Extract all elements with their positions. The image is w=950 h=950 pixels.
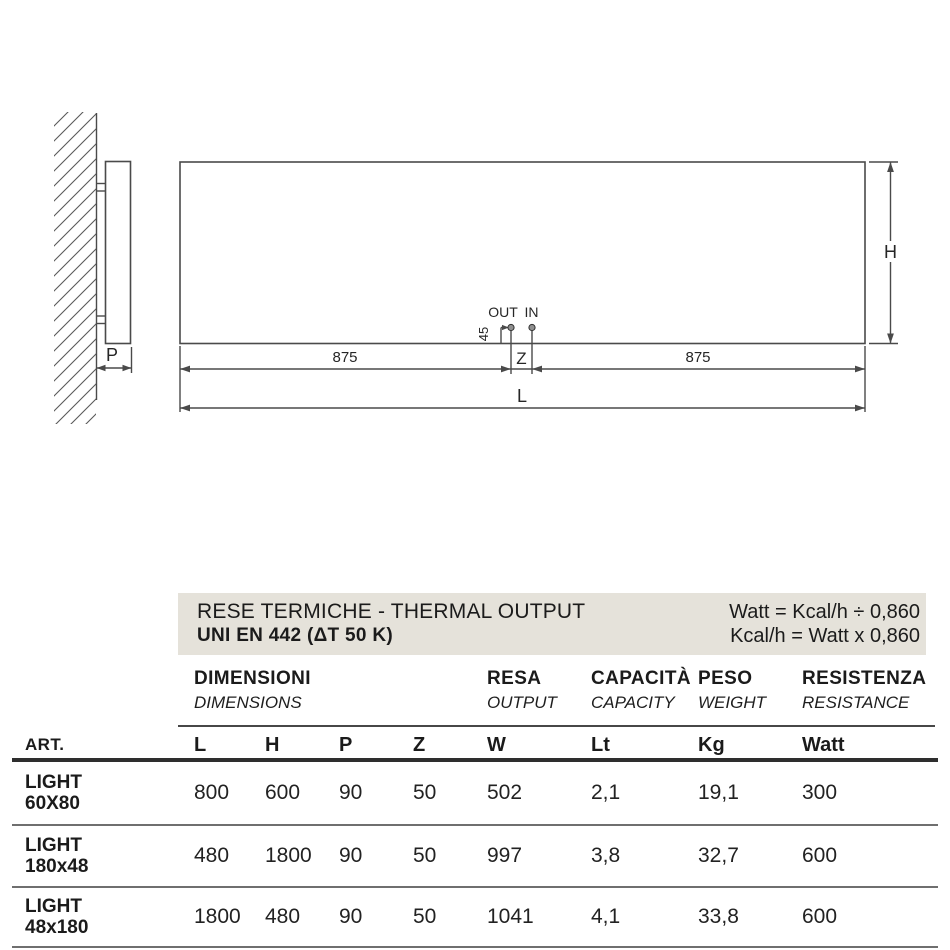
outlet-connection-point (508, 324, 514, 330)
group-capacity-en: CAPACITY (591, 693, 675, 712)
value-H: 1800 (265, 844, 312, 867)
band-title (197, 600, 585, 655)
group-weight-en: WEIGHT (698, 693, 766, 712)
model-name (25, 835, 194, 877)
length-dimension-label: L (516, 386, 528, 406)
group-weight-it: PESO (698, 668, 753, 689)
col-header-H: H (265, 733, 280, 756)
span-right-label: 875 (685, 349, 711, 366)
band-title-line1: RESE TERMICHE - THERMAL OUTPUT (197, 600, 586, 623)
value-W: 997 (487, 844, 523, 867)
group-dimensions-en: DIMENSIONS (194, 693, 302, 712)
value-Kg: 19,1 (698, 781, 739, 804)
col-header-Kg: Kg (698, 733, 725, 756)
col-header-Z: Z (413, 733, 426, 756)
value-W: 1041 (487, 905, 534, 928)
group-resistance-it: RESISTENZA (802, 668, 927, 689)
outlet-label: OUT (488, 304, 518, 320)
value-P: 90 (339, 781, 363, 804)
drawing-lines (97, 113, 899, 412)
model-name (25, 772, 194, 814)
offset-45-label: 45 (476, 326, 491, 342)
unit-header-row (25, 731, 938, 759)
value-P: 90 (339, 905, 363, 928)
model-name-line2: 180x48 (25, 856, 89, 877)
value-Z: 50 (413, 905, 437, 928)
col-header-P: P (339, 733, 353, 756)
col-header-art: ART. (25, 735, 65, 754)
value-L: 480 (194, 844, 230, 867)
group-dimensions-it: DIMENSIONI (194, 668, 311, 689)
formula-watt: Watt = Kcal/h ÷ 0,860 (729, 601, 920, 623)
model-name (25, 896, 194, 938)
group-weight (698, 668, 802, 718)
radiator-front-view (180, 162, 865, 344)
group-capacity-it: CAPACITÀ (591, 668, 691, 689)
col-header-W: W (487, 733, 506, 756)
span-left-label: 875 (332, 349, 358, 366)
table-row-light-48x180 (25, 888, 938, 946)
radiator-side-view (106, 162, 131, 344)
model-name-line1: LIGHT (25, 772, 82, 793)
inlet-connection-point (529, 324, 535, 330)
model-name-line1: LIGHT (25, 896, 82, 917)
col-header-Lt: Lt (591, 733, 610, 756)
value-H: 480 (265, 905, 301, 928)
value-Z: 50 (413, 844, 437, 867)
value-Lt: 4,1 (591, 905, 621, 928)
group-header-divider (178, 725, 935, 727)
value-P: 90 (339, 844, 363, 867)
band-title-line2: UNI EN 442 (ΔT 50 K) (197, 625, 393, 646)
group-capacity (591, 668, 698, 718)
value-L: 800 (194, 781, 230, 804)
z-dimension-label: Z (516, 349, 527, 368)
row-divider (12, 946, 938, 948)
model-name-line2: 48x180 (25, 917, 89, 938)
col-header-L: L (194, 733, 207, 756)
group-output (487, 668, 591, 718)
column-group-header-row (25, 668, 938, 718)
col-header-Watt: Watt (802, 733, 845, 756)
value-Kg: 33,8 (698, 905, 739, 928)
inlet-label: IN (524, 304, 539, 320)
model-name-line2: 60X80 (25, 793, 80, 814)
value-Lt: 2,1 (591, 781, 621, 804)
depth-dimension-label: P (105, 345, 119, 365)
height-dimension-label: H (884, 242, 897, 262)
value-W: 502 (487, 781, 523, 804)
value-Watt: 300 (802, 781, 838, 804)
table-row-light-180x48 (25, 826, 938, 886)
table-row-light-60x80 (25, 762, 938, 824)
formula-kcal: Kcal/h = Watt x 0,860 (730, 625, 920, 647)
value-Watt: 600 (802, 844, 838, 867)
group-resistance-en: RESISTANCE (802, 693, 910, 712)
wall-hatch (54, 112, 96, 424)
group-output-en: OUTPUT (487, 693, 557, 712)
value-Lt: 3,8 (591, 844, 621, 867)
value-H: 600 (265, 781, 301, 804)
value-L: 1800 (194, 905, 241, 928)
thermal-output-header (178, 593, 926, 655)
conversion-formulas (729, 600, 920, 655)
group-dimensions (194, 668, 487, 718)
group-output-it: RESA (487, 668, 542, 689)
value-Watt: 600 (802, 905, 838, 928)
value-Kg: 32,7 (698, 844, 739, 867)
group-resistance (802, 668, 938, 718)
model-name-line1: LIGHT (25, 835, 82, 856)
value-Z: 50 (413, 781, 437, 804)
